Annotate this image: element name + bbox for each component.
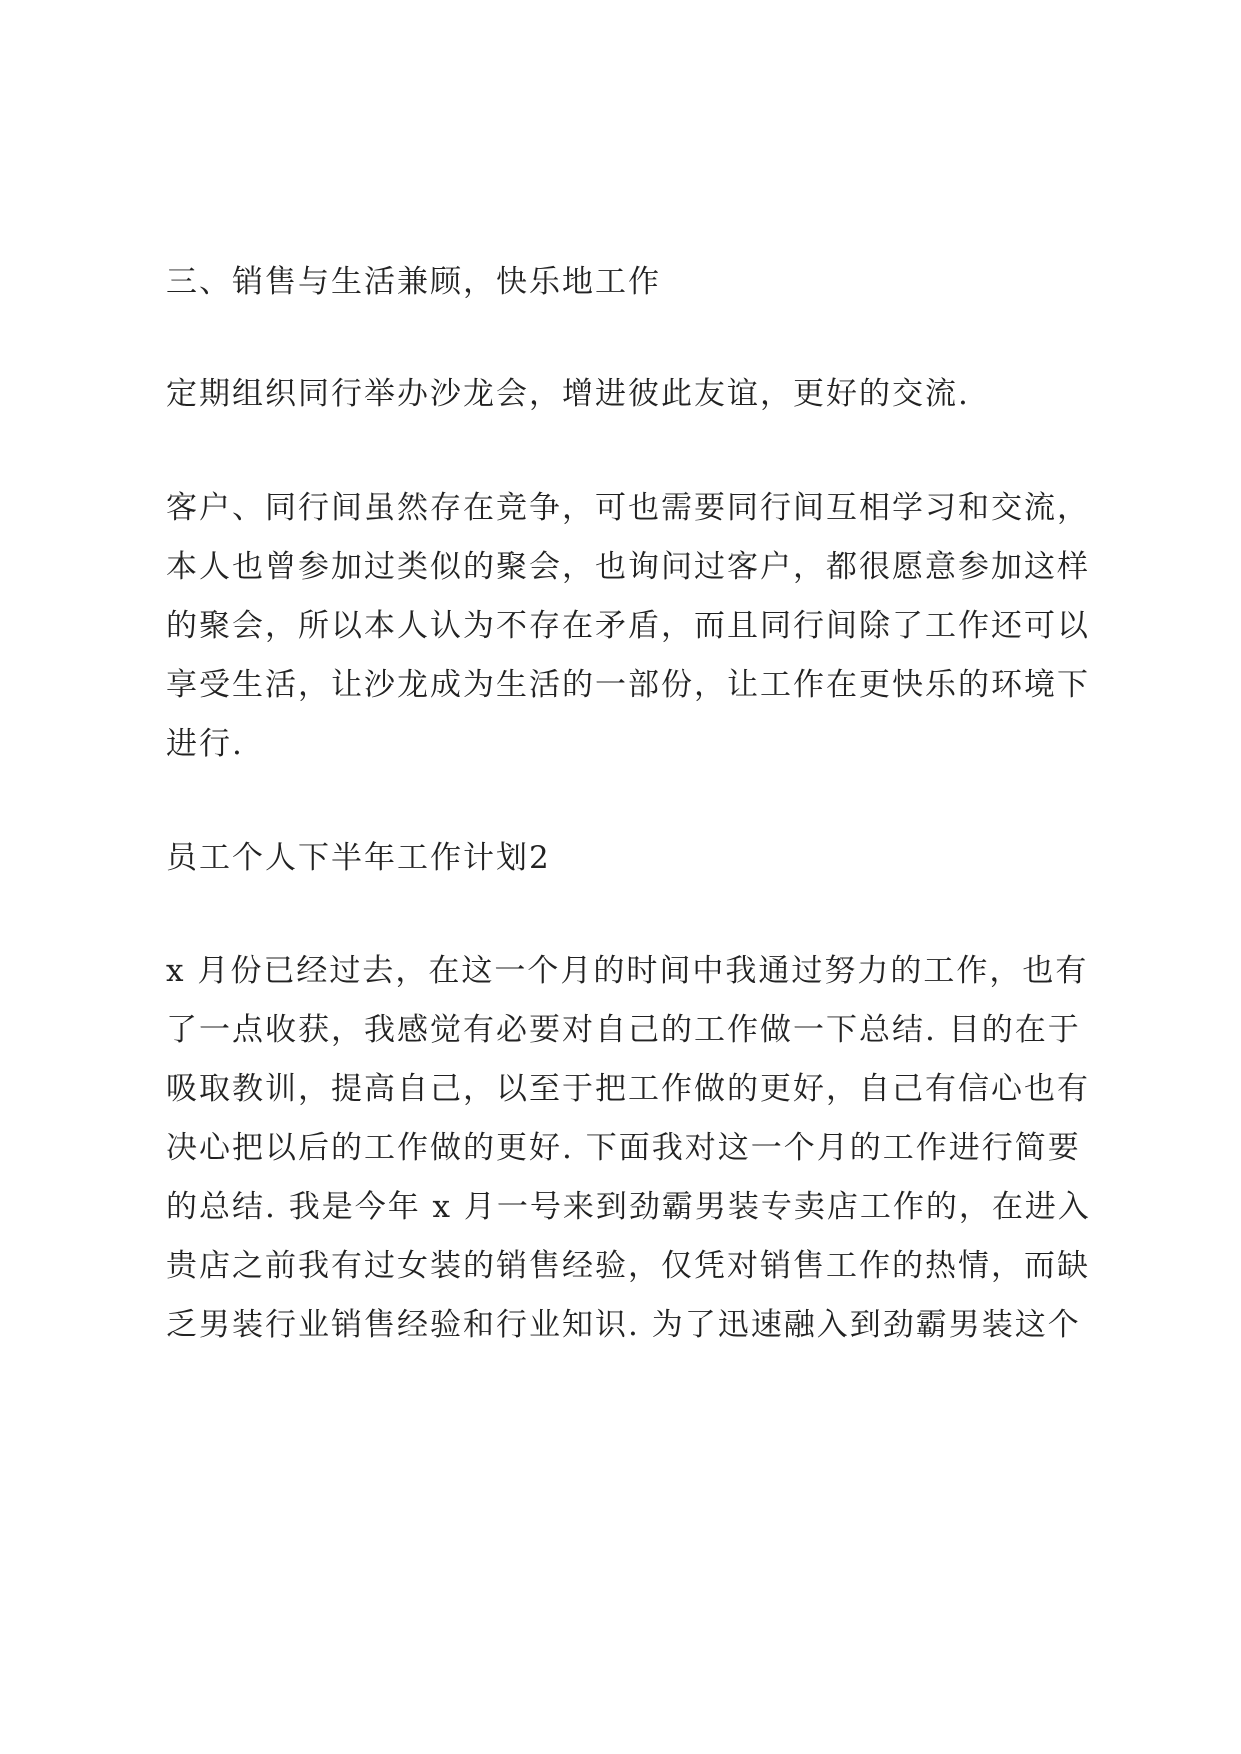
subtitle: 员工个人下半年工作计划2	[166, 840, 551, 876]
paragraph-3-line: 乏男装行业销售经验和行业知识. 为了迅速融入到劲霸男装这个	[166, 1307, 1081, 1343]
paragraph-3-line: 贵店之前我有过女装的销售经验，仅凭对销售工作的热情，而缺	[166, 1248, 1090, 1284]
paragraph-1: 定期组织同行举办沙龙会，增进彼此友谊，更好的交流.	[166, 376, 970, 412]
section-heading: 三、销售与生活兼顾，快乐地工作	[166, 264, 661, 300]
paragraph-3-line: 决心把以后的工作做的更好. 下面我对这一个月的工作进行简要	[166, 1130, 1081, 1166]
paragraph-3-line: 的总结. 我是今年 x 月一号来到劲霸男装专卖店工作的，在进入	[166, 1189, 1091, 1225]
paragraph-2-line: 的聚会，所以本人认为不存在矛盾，而且同行间除了工作还可以	[166, 608, 1090, 644]
paragraph-2-line: 本人也曾参加过类似的聚会，也询问过客户，都很愿意参加这样	[166, 549, 1090, 585]
paragraph-2-line: 客户、同行间虽然存在竞争，可也需要同行间互相学习和交流，	[166, 490, 1090, 526]
paragraph-2-line: 享受生活，让沙龙成为生活的一部份，让工作在更快乐的环境下	[166, 667, 1090, 703]
paragraph-2-line: 进行.	[166, 726, 244, 762]
paragraph-3-line: 吸取教训，提高自己，以至于把工作做的更好，自己有信心也有	[166, 1071, 1090, 1107]
paragraph-3-line: 了一点收获，我感觉有必要对自己的工作做一下总结. 目的在于	[166, 1012, 1081, 1048]
paragraph-3-line: x 月份已经过去，在这一个月的时间中我通过努力的工作，也有	[166, 953, 1089, 989]
